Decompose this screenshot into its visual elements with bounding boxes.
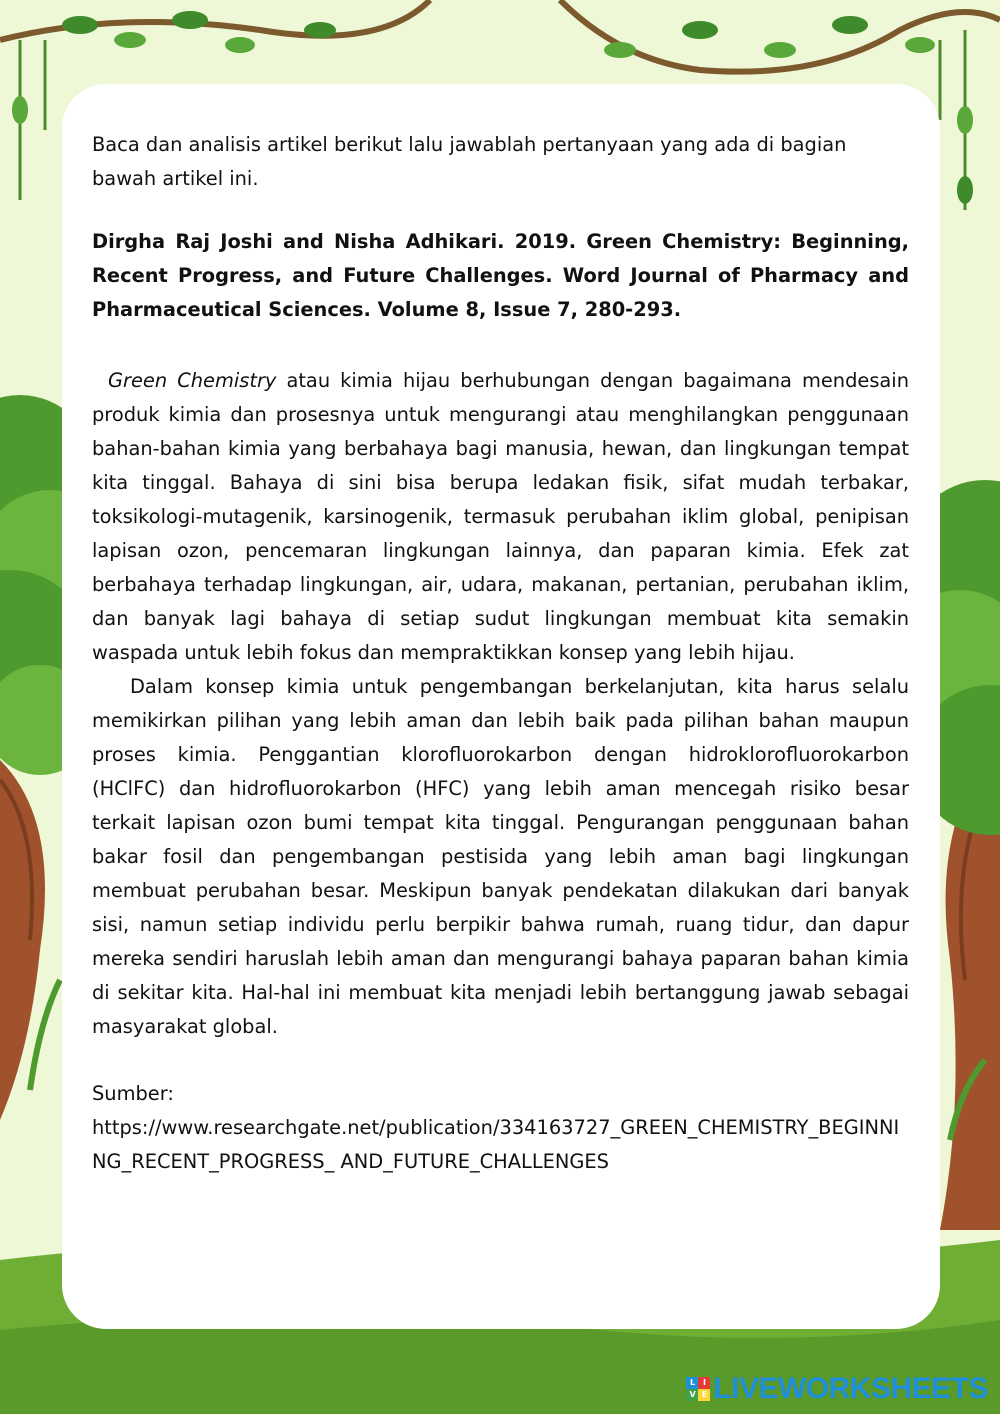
source-section (92, 1077, 909, 1179)
source-url[interactable]: https://www.researchgate.net/publication/334163727_GREEN_CHEMISTRY_BEGINNING_RECENT_PROGRESS_ AND_FUTURE_CHALLENGES (92, 1116, 900, 1173)
logo-text: LIVEWORKSHEETS (713, 1372, 988, 1405)
source-label: Sumber: (92, 1082, 174, 1105)
liveworksheets-logo[interactable] (686, 1372, 988, 1406)
article-paragraph (92, 364, 909, 670)
article-paragraph: Dalam konsep kimia untuk pengembangan berkelanjutan, kita harus selalu memikirkan pilihan yang lebih aman dan lebih baik pada pilihan bahan maupun proses kimia. Penggantian klorofluorokarbon dengan hidroklorofluorokarbon (HClFC) dan hidrofluorokarbon (HFC) yang lebih aman mencegah risiko besar terkait lapisan ozon bumi tempat kita tinggal. Pengurangan penggunaan bahan bakar fosil dan pengembangan pestisida yang lebih aman bagi lingkungan membuat perubahan besar. Meskipun banyak pendekatan dilakukan dari banyak sisi, namun setiap individu perlu berpikir bahwa rumah, ruang tidur, dan dapur mereka sendiri haruslah lebih aman dan mengurangi bahaya paparan bahan kimia di sekitar kita. Hal-hal ini membuat kita menjadi lebih bertanggung jawab sebagai masyarakat global. (92, 675, 909, 1038)
instruction-text: Baca dan analisis artikel berikut lalu jawablah pertanyaan yang ada di bagian bawah artikel ini. (92, 133, 847, 190)
paragraph-text: atau kimia hijau berhubungan dengan bagaimana mendesain produk kimia dan prosesnya untuk mengurangi atau menghilangkan penggunaan bahan-bahan kimia yang berbahaya bagi manusia, hewan, dan lingkungan tempat kita tinggal. Bahaya di sini bisa berupa ledakan fisik, sifat mudah terbakar, toksikologi-mutagenik, karsinogenik, termasuk perubahan iklim global, penipisan lapisan ozon, pencemaran lingkungan lainnya, dan paparan kimia. Efek zat berbahaya terhadap lingkungan, air, udara, makanan, pertanian, perubahan iklim, dan banyak lagi bahaya di setiap sudut lingkungan membuat kita semakin waspada untuk lebih fokus dan mempraktikkan konsep yang lebih hijau. (92, 369, 909, 664)
logo-mark-icon: L I V E (686, 1377, 710, 1401)
article-card (62, 84, 940, 1329)
article-citation: Dirgha Raj Joshi and Nisha Adhikari. 2019. Green Chemistry: Beginning, Recent Progress, and Future Challenges. Word Journal of Pharmacy and Pharmaceutical Sciences. Volume 8, Issue 7, 280-293. (92, 230, 909, 321)
article-body (92, 364, 909, 1044)
green-chemistry-term: Green Chemistry (108, 369, 277, 392)
